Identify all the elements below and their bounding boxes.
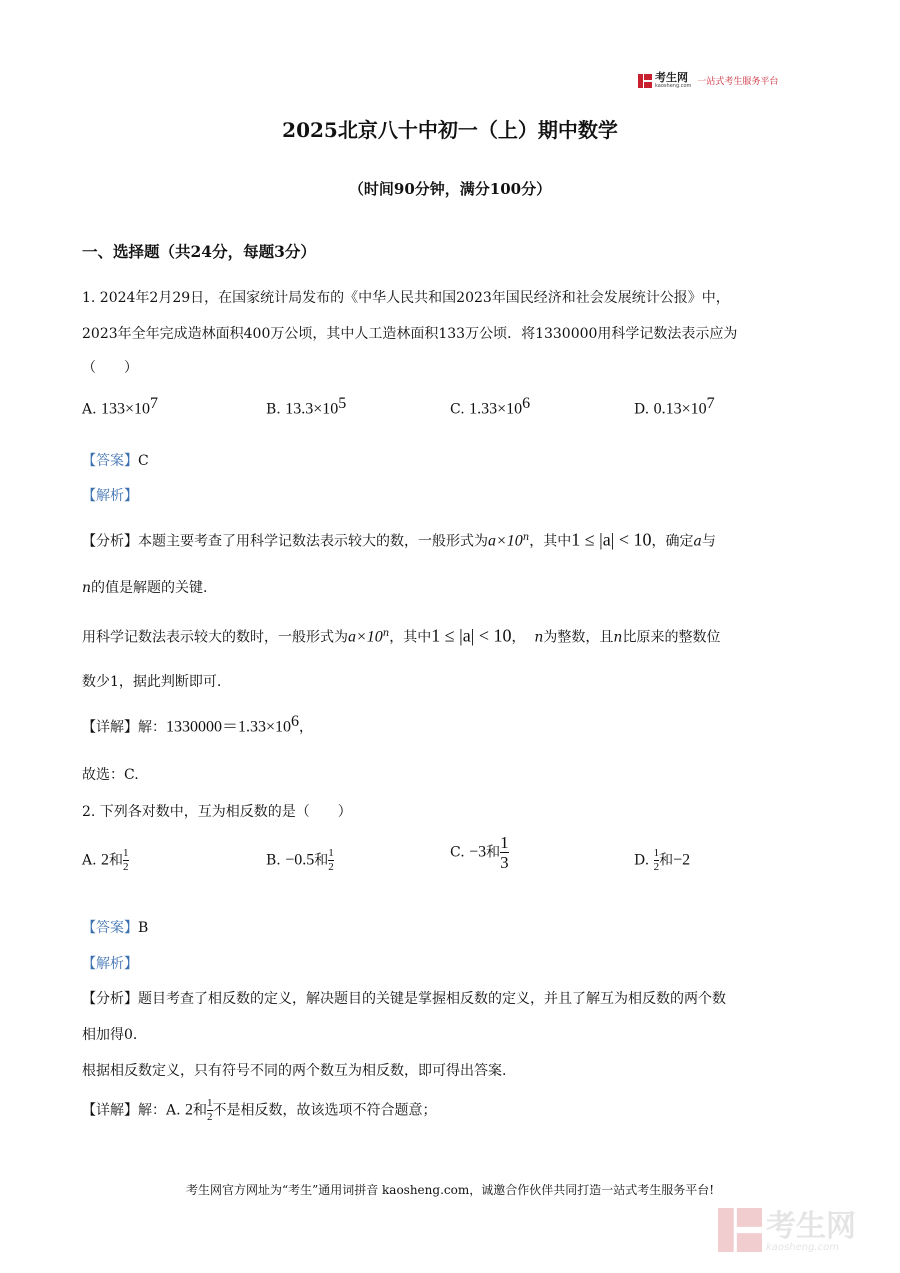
expl-text-a: 用科学记数法表示较大的数时，一般形式为 — [82, 629, 348, 646]
answer-value: B — [138, 920, 149, 936]
option-and: 和 — [486, 844, 501, 861]
q2-fenxi — [82, 989, 726, 1009]
watermark-logo-icon — [718, 1207, 762, 1257]
numerator: 1 — [653, 847, 660, 859]
option-value: 13.3×10 — [285, 400, 339, 418]
footer-text: 考生网官方网址为“考生”通用词拼音 kaosheng.com，诚邀合作伙伴共同打造一站式考生服务平台! — [185, 1183, 715, 1197]
fenxi-text-b: ，其中 — [529, 533, 572, 550]
option-and: 和 — [659, 852, 674, 869]
q1-stem-line1: 1. 2024年2月29日，在国家统计局发布的《中华人民共和国2023年国民经济和社会发展统计公报》中， — [82, 290, 730, 306]
denominator: 3 — [500, 853, 509, 872]
fenxi-var-a: a — [693, 533, 702, 550]
fenxi-tag: 【分析】 — [82, 991, 138, 1007]
q2-option-d — [634, 848, 690, 873]
logo-url: kaosheng.com — [655, 83, 692, 89]
option-label: D. — [634, 401, 650, 418]
q2-detail — [82, 1098, 437, 1123]
q2-option-c — [450, 834, 509, 871]
q2-option-a — [82, 848, 129, 873]
expl-text-d: 为整数，且 — [543, 629, 614, 646]
fenxi-text: 本题主要考查了用科学记数法表示较大的数，一般形式为 — [138, 533, 488, 550]
detail-tag: 【详解】 — [82, 719, 138, 736]
option-exponent: 5 — [338, 395, 347, 412]
numerator: 1 — [123, 847, 129, 859]
fenxi-range: 1 ≤ |a| < 10 — [571, 529, 652, 550]
q2-stem: 2. 下列各对数中，互为相反数的是（ ） — [82, 804, 352, 820]
detail-rest: 不是相反数，故该选项不符合题意； — [212, 1102, 437, 1119]
q1-stem-line2: 2023年全年完成造林面积400万公顷，其中人工造林面积133万公顷．将1330000用科学记数法表示应为 — [82, 326, 738, 342]
numerator: 1 — [500, 833, 509, 852]
q2-analysis-tag: 【解析】 — [82, 956, 138, 972]
option-left: −3 — [469, 843, 487, 861]
option-label: B. — [266, 852, 281, 869]
q1-option-b — [266, 395, 346, 419]
denominator: 2 — [653, 861, 660, 873]
page-title: 2025北京八十中初一（上）期中数学 — [282, 118, 618, 142]
option-exponent: 7 — [150, 395, 159, 412]
fraction — [328, 848, 334, 873]
fenxi-text: 题目考查了相反数的定义，解决题目的关键是掌握相反数的定义，并且了解互为相反数的两个数 — [138, 991, 726, 1007]
denominator: 2 — [123, 861, 129, 873]
q2-explanation: 根据相反数定义，只有符号不同的两个数互为相反数，即可得出答案. — [82, 1063, 507, 1079]
fraction — [500, 834, 509, 871]
denominator: 2 — [207, 1111, 213, 1123]
q2-fenxi-line2: 相加得0. — [82, 1027, 138, 1043]
answer-tag: 【答案】 — [82, 920, 138, 936]
q1-explanation — [82, 624, 720, 648]
q1-option-c — [450, 395, 530, 419]
fenxi-text-c: ，确定 — [651, 533, 694, 550]
numerator: 1 — [207, 1097, 213, 1109]
detail-exp: 6 — [291, 713, 300, 730]
fenxi-formula: a×10 — [488, 532, 523, 550]
answer-tag: 【答案】 — [82, 453, 138, 469]
expl-text-b: ，其中 — [389, 629, 432, 646]
denominator: 2 — [328, 861, 334, 873]
q1-fenxi — [82, 528, 716, 552]
section-heading: 一、选择题（共24分，每题3分） — [82, 242, 316, 261]
detail-text: 解： — [138, 719, 166, 736]
q1-option-a — [82, 395, 158, 419]
q1-choice: 故选：C. — [82, 767, 139, 783]
option-exponent: 6 — [522, 395, 531, 412]
var-n: n — [82, 580, 92, 596]
q1-analysis-tag: 【解析】 — [82, 488, 138, 504]
option-value: 0.13×10 — [653, 400, 707, 418]
option-label: A. — [82, 852, 97, 869]
detail-and: 和 — [193, 1102, 208, 1119]
fenxi-text-d: 与 — [701, 533, 716, 550]
q1-stem-line3: （ ） — [82, 360, 138, 376]
watermark-text: 考生网 — [766, 1208, 856, 1244]
fenxi-line2-text: 的值是解题的关键. — [91, 580, 208, 596]
watermark-url: kaosheng.com — [766, 1241, 839, 1253]
answer-value: C — [138, 453, 149, 469]
option-exponent: 7 — [706, 395, 715, 412]
q1-fenxi-line2 — [82, 578, 207, 598]
detail-left: 2 — [185, 1101, 194, 1119]
fenxi-exp: n — [522, 532, 530, 543]
q1-answer — [82, 451, 149, 471]
q1-detail — [82, 712, 313, 738]
page-subtitle: （时间90分钟，满分100分） — [348, 180, 552, 198]
option-label: D. — [634, 852, 650, 869]
expl-text-e: 比原来的整数位 — [622, 629, 721, 646]
option-right: −2 — [673, 851, 691, 869]
header-logo — [638, 72, 778, 89]
logo-text: 考生网 — [655, 71, 688, 84]
expl-text-c: ， — [511, 629, 526, 646]
detail-tag: 【详解】 — [82, 1102, 138, 1119]
expl-exp: n — [382, 628, 390, 639]
expl-var-n2: n — [613, 629, 623, 646]
option-and: 和 — [314, 852, 329, 869]
detail-label: 解：A. — [138, 1102, 181, 1119]
option-value: 133×10 — [101, 400, 151, 418]
option-label: C. — [450, 844, 465, 861]
option-label: A. — [82, 401, 97, 418]
fenxi-tag: 【分析】 — [82, 533, 138, 550]
logo-slogan: 一站式考生服务平台 — [697, 77, 779, 87]
kaosheng-logo-icon — [638, 74, 652, 88]
detail-end: ， — [299, 719, 314, 736]
fraction — [123, 848, 129, 873]
numerator: 1 — [328, 847, 334, 859]
option-and: 和 — [109, 852, 124, 869]
expl-formula: a×10 — [348, 628, 383, 646]
detail-formula: 1330000＝1.33×10 — [166, 718, 292, 736]
q1-explanation-line2: 数少1，据此判断即可. — [82, 674, 222, 690]
option-label: B. — [266, 401, 281, 418]
option-left: −0.5 — [285, 851, 315, 869]
option-value: 1.33×10 — [469, 400, 523, 418]
option-label: C. — [450, 401, 465, 418]
q2-answer — [82, 918, 148, 938]
watermark — [718, 1207, 856, 1257]
q1-option-d — [634, 395, 715, 419]
expl-var-n: n — [534, 629, 544, 646]
expl-range: 1 ≤ |a| < 10 — [431, 625, 512, 646]
q2-option-b — [266, 848, 334, 873]
option-left: 2 — [101, 851, 110, 869]
